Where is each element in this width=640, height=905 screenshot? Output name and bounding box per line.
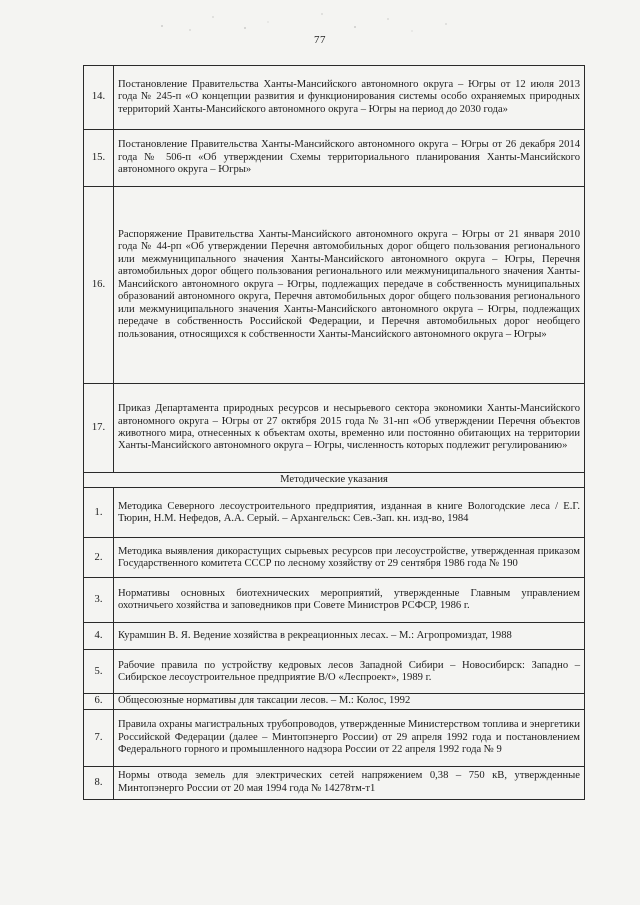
table-row — [84, 650, 585, 694]
table-row — [84, 623, 585, 650]
normative-documents-table — [83, 65, 585, 800]
section-title: Методические указания — [84, 473, 585, 488]
row-number: 2. — [84, 538, 114, 578]
table-row — [84, 488, 585, 538]
row-text: Методика Северного лесоустроительного предприятия, изданная в книге Вологодские леса / Е.Г. Тюрин, Н.М. Нефедов, А.А. Серый. – Архангельск: Сев.-Зап. кн. изд-во, 1984 — [114, 488, 585, 538]
row-text: Нормативы основных биотехнических мероприятий, утвержденные Главным управлением охотничьего хозяйства и заповедников при Совете Министров РСФСР, 1986 г. — [114, 578, 585, 623]
row-number: 4. — [84, 623, 114, 650]
table-row — [84, 66, 585, 130]
row-number: 5. — [84, 650, 114, 694]
row-text: Курамшин В. Я. Ведение хозяйства в рекреационных лесах. – М.: Агропромиздат, 1988 — [114, 623, 585, 650]
row-number: 15. — [84, 130, 114, 187]
row-text: Приказ Департамента природных ресурсов и несырьевого сектора экономики Ханты-Мансийского автономного округа – Югры от 27 октября 2015 года № 31-нп «Об утверждении Перечня объектов животного мира, отнесенных к объектам охоты, временно или постоянно обитающих на территории Ханты-Мансийского автономного округа – Югры, численность которых подлежит регулированию» — [114, 384, 585, 473]
row-text: Общесоюзные нормативы для таксации лесов. – М.: Колос, 1992 — [114, 694, 585, 709]
row-number: 3. — [84, 578, 114, 623]
row-text: Методика выявления дикорастущих сырьевых ресурсов при лесоустройстве, утвержденная приказом Государственного комитета СССР по лесному хозяйству от 29 сентября 1986 года № 190 — [114, 538, 585, 578]
row-number: 16. — [84, 187, 114, 384]
row-text: Правила охраны магистральных трубопроводов, утвержденные Министерством топлива и энергетики Российской Федерации (далее – Минтопэнерго России) от 29 апреля 1992 года и постановлением Федерального горного и промышленного надзора России от 22 апреля 1992 года № 9 — [114, 709, 585, 766]
row-text: Постановление Правительства Ханты-Мансийского автономного округа – Югры от 12 июля 2013 года № 245-п «О концепции развития и функционирования системы особо охраняемых природных территорий Ханты-Мансийского автономного округа – Югры на период до 2030 года» — [114, 66, 585, 130]
table-row — [84, 538, 585, 578]
row-number: 1. — [84, 488, 114, 538]
row-number: 14. — [84, 66, 114, 130]
table-row — [84, 384, 585, 473]
table-row — [84, 578, 585, 623]
section-header-row — [84, 473, 585, 488]
row-text: Нормы отвода земель для электрических сетей напряжением 0,38 – 750 кВ, утвержденные Минтопэнерго России от 20 мая 1994 года № 14278тм-т1 — [114, 766, 585, 799]
row-number: 7. — [84, 709, 114, 766]
row-number: 8. — [84, 766, 114, 799]
scan-speckles — [150, 8, 480, 36]
table-row — [84, 130, 585, 187]
row-text: Распоряжение Правительства Ханты-Мансийского автономного округа – Югры от 21 января 2010 года № 44-рп «Об утверждении Перечня автомобильных дорог общего пользования регионального или межмуниципального значения Ханты-Мансийского автономного округа – Югры, Перечня автомобильных дорог общего пользования регионального или межмуниципального значения Ханты-Мансийского автономного округа – Югры, подлежащих передаче в собственность муниципальных образований автономного округа, Перечня автомобильных дорог общего пользования регионального или межмуниципального значения Ханты-Мансийского автономного округа – Югры, подлежащих передаче в собственность Российской Федерации, и Перечня автомобильных дорог необщего пользования, относящихся к собственности Ханты-Мансийского автономного округа – Югры» — [114, 187, 585, 384]
table-row — [84, 709, 585, 766]
row-text: Рабочие правила по устройству кедровых лесов Западной Сибири – Новосибирск: Западно – Сибирское лесоустроительное предприятие В/О «Леспроект», 1989 г. — [114, 650, 585, 694]
row-number: 17. — [84, 384, 114, 473]
table-row — [84, 694, 585, 709]
table-row — [84, 187, 585, 384]
page-number: 77 — [314, 34, 326, 46]
table-row — [84, 766, 585, 799]
row-number: 6. — [84, 694, 114, 709]
row-text: Постановление Правительства Ханты-Мансийского автономного округа – Югры от 26 декабря 2014 года № 506-п «Об утверждении Схемы территориального планирования Ханты-Мансийского автономного округа – Югры» — [114, 130, 585, 187]
